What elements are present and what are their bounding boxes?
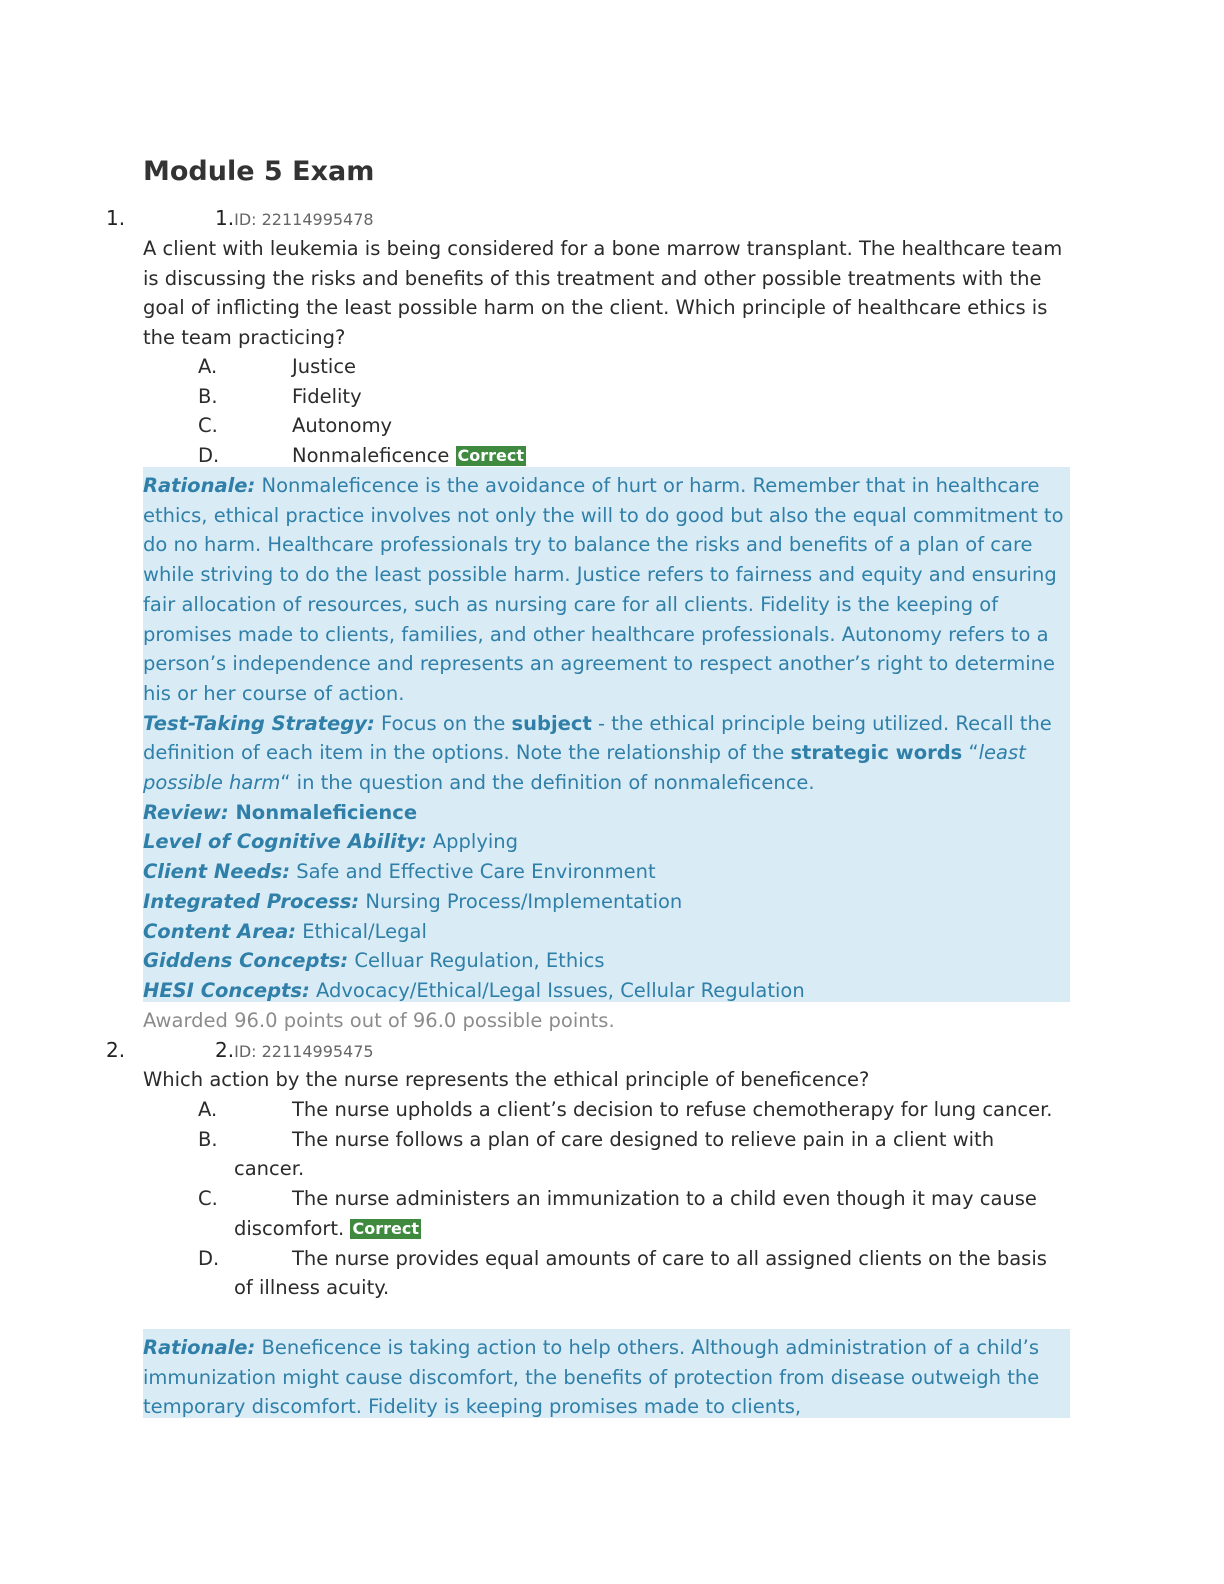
rationale-paragraph [143, 1333, 1070, 1418]
giddens-label: Giddens Concepts: [143, 949, 349, 973]
option-d[interactable] [143, 1244, 1070, 1303]
process-line [143, 887, 1070, 917]
hesi-value: Advocacy/Ethical/Legal Issues, Cellular Regulation [309, 978, 805, 1002]
option-c[interactable] [143, 1184, 1070, 1243]
rationale-panel [143, 467, 1070, 1002]
option-b[interactable] [143, 382, 1070, 412]
question-id: ID: 22114995478 [234, 210, 374, 229]
option-text: Justice [292, 355, 357, 378]
giddens-line [143, 946, 1070, 976]
awarded-points: Awarded 96.0 points out of 96.0 possible points. [143, 1009, 615, 1032]
cognitive-line [143, 827, 1070, 857]
question-id: ID: 22114995475 [234, 1042, 374, 1061]
correct-badge: Correct [352, 1218, 419, 1238]
option-b[interactable] [143, 1125, 1070, 1184]
option-text: The nurse administers an immunization to a child even though it may cause discomfort. [234, 1187, 1037, 1240]
option-letter: B. [198, 1127, 218, 1151]
strategy-text: Focus on the [374, 711, 512, 735]
option-text: Autonomy [292, 414, 393, 438]
review-value: Nonmaleficience [228, 800, 418, 824]
option-letter: D. [198, 444, 220, 468]
cognitive-label: Level of Cognitive Ability: [143, 830, 427, 854]
option-text: Nonmaleficence [292, 444, 450, 468]
question-header [215, 1036, 374, 1067]
strategy-paragraph [143, 709, 1070, 798]
rationale-panel [143, 1329, 1070, 1418]
client-needs-line [143, 857, 1070, 887]
process-label: Integrated Process: [143, 889, 360, 913]
option-text: The nurse follows a plan of care designed to relieve pain in a client with cancer. [234, 1127, 995, 1181]
question-sub-number: 2. [215, 1038, 235, 1062]
option-letter: A. [198, 355, 218, 378]
question-number: 1. [106, 206, 126, 230]
option-letter: C. [198, 1187, 218, 1211]
strategy-text: “ [962, 741, 979, 765]
option-letter: D. [198, 1246, 220, 1270]
strategy-italic: least possible harm [143, 741, 1026, 795]
hesi-line [143, 976, 1070, 1006]
rationale-label: Rationale: [143, 474, 256, 497]
process-value: Nursing Process/Implementation [359, 889, 683, 913]
rationale-text: Beneficence is taking action to help others. Although administration of a child’s immunization might cause discomfort, the benefits of protection from disease outweigh the temporary discomfort. Fidelity is keeping promises made to clients, [143, 1336, 1040, 1418]
options-list [143, 1095, 1070, 1303]
options-list [143, 352, 1070, 471]
strategy-words: strategic words [790, 741, 963, 765]
option-c[interactable] [143, 411, 1070, 441]
strategy-label: Test-Taking Strategy: [143, 711, 375, 735]
strategy-text: “ in the question and the definition of nonmaleficence. [280, 771, 815, 795]
rationale-text: Nonmaleficence is the avoidance of hurt or harm. Remember that in healthcare ethics, ethical practice involves not only the will to do good but also the equal commitment to do no harm. Healthcare professionals try to balance the risks and benefits of a plan of care while striving to do the least possible harm. Justice refers to fairness and equity and ensuring fair allocation of resources, such as nursing care for all clients. Fidelity is the keeping of promises made to clients, families, and other healthcare professionals. Autonomy refers to a person’s independence and represents an agreement to respect another’s right to determine his or her course of action. [143, 474, 1064, 705]
content-area-value: Ethical/Legal [296, 919, 427, 943]
option-letter: A. [198, 1098, 218, 1121]
option-a[interactable] [143, 1095, 1070, 1125]
option-text: The nurse upholds a client’s decision to refuse chemotherapy for lung cancer. [292, 1098, 1053, 1121]
option-text: Fidelity [292, 384, 362, 408]
client-needs-label: Client Needs: [143, 860, 291, 884]
client-needs-value: Safe and Effective Care Environment [290, 860, 656, 884]
rationale-paragraph [143, 471, 1070, 709]
page-title: Module 5 Exam [143, 156, 375, 187]
question-stem: Which action by the nurse represents the ethical principle of beneficence? [143, 1068, 870, 1091]
content-area-line [143, 917, 1070, 947]
option-letter: B. [198, 384, 218, 408]
question-stem: A client with leukemia is being considered for a bone marrow transplant. The healthcare team is discussing the risks and benefits of this treatment and other possible treatments with the goal of inflicting the least possible harm on the client. Which principle of healthcare ethics is the team practicing? [143, 237, 1063, 350]
rationale-label: Rationale: [143, 1336, 256, 1359]
review-label: Review: [143, 800, 229, 824]
option-a[interactable] [143, 352, 1070, 382]
question-header [215, 204, 374, 235]
content-area-label: Content Area: [143, 919, 297, 943]
question-sub-number: 1. [215, 206, 235, 230]
strategy-text: - the ethical principle being utilized. Recall the definition of each item in the options. Note the relationship of the [143, 711, 1052, 765]
correct-badge: Correct [457, 446, 525, 466]
giddens-value: Celluar Regulation, Ethics [348, 949, 605, 973]
strategy-subject: subject [511, 711, 592, 735]
option-text: The nurse provides equal amounts of care to all assigned clients on the basis of illness acuity. [234, 1246, 1047, 1300]
review-line [143, 798, 1070, 828]
question-number: 2. [106, 1038, 126, 1062]
cognitive-value: Applying [426, 830, 519, 854]
option-letter: C. [198, 414, 218, 438]
hesi-label: HESI Concepts: [143, 978, 310, 1002]
